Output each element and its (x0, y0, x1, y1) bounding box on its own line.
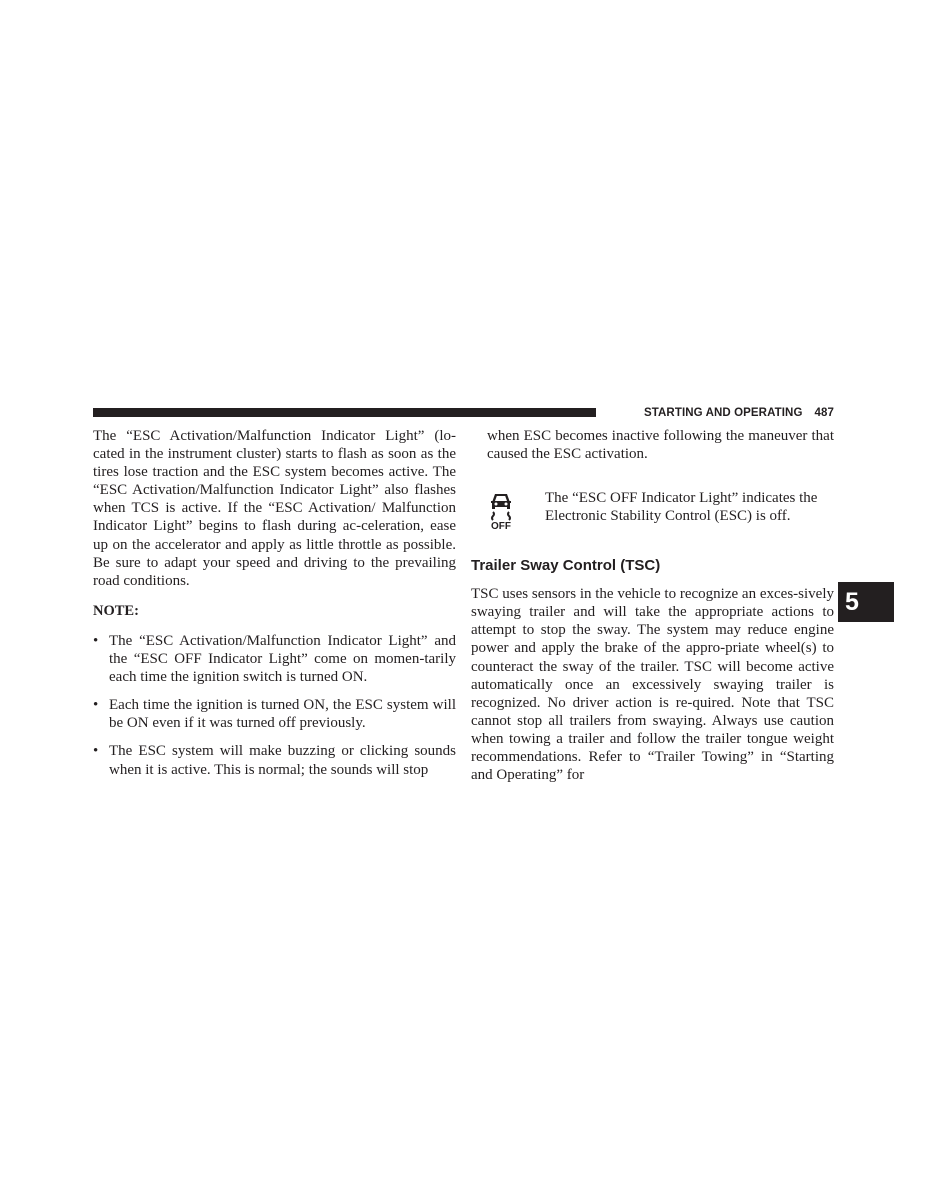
continued-paragraph: when ESC becomes inactive following the maneuver that caused the ESC activation. (487, 428, 834, 463)
intro-paragraph: The “ESC Activation/Malfunction Indicator Light” (lo-cated in the instrument cluster) starts to flash as soon as the tires lose traction and the ESC system becomes active. The “ESC Activation/Malfunction Indicator Light” also flashes when TCS is active. If the “ESC Activation/ Malfunction Indicator Light” begins to flash during ac-celeration, ease up on the accelerator and apply as little throttle as possible. Be sure to adapt your speed and driving to the prevailing road conditions. (93, 428, 456, 589)
indicator-description: The “ESC OFF Indicator Light” indicates the Electronic Stability Control (ESC) is off. (545, 490, 818, 525)
section-title: STARTING AND OPERATING (643, 407, 803, 419)
note-heading: NOTE: (93, 602, 139, 619)
bullet-icon: • (93, 697, 99, 714)
list-item (93, 632, 456, 686)
list-item (93, 696, 456, 732)
list-item (93, 742, 456, 778)
esc-off-icon (481, 490, 521, 530)
right-column (471, 427, 834, 784)
tsc-paragraph: TSC uses sensors in the vehicle to recognize an exces-sively swaying trailer and will take the appropriate actions to attempt to stop the sway. The system may reduce engine power and apply the brake of the appro-priate wheel(s) to counteract the sway of the trailer. TSC will become active automatically once an excessively swaying trailer is recognized. No driver action is re-quired. Note that TSC cannot stop all trailers from swaying. Always use caution when towing a trailer and follow the trailer tongue weight recommendations. Refer to “Trailer Towing” in “Starting and Operating” for (471, 586, 834, 784)
left-column (93, 427, 456, 789)
list-item-text: The “ESC Activation/Malfunction Indicator Light” and the “ESC OFF Indicator Light” come on momen-tarily each time the ignition switch is turned ON. (109, 632, 456, 686)
bullet-icon: • (93, 743, 99, 760)
section-heading: Trailer Sway Control (TSC) (471, 557, 661, 575)
note-list (93, 632, 456, 779)
chapter-tab: 5 (838, 582, 894, 622)
bullet-icon: • (93, 632, 99, 649)
page-number: 487 (814, 407, 834, 419)
header-rule (93, 408, 596, 417)
running-header (607, 405, 834, 421)
esc-off-indicator-block (471, 489, 834, 530)
list-item-text: The ESC system will make buzzing or clicking sounds when it is active. This is normal; the sounds will stop (109, 743, 456, 778)
icon-off-label: OFF (491, 521, 511, 531)
list-item-text: Each time the ignition is turned ON, the ESC system will be ON even if it was turned off previously. (109, 697, 456, 732)
